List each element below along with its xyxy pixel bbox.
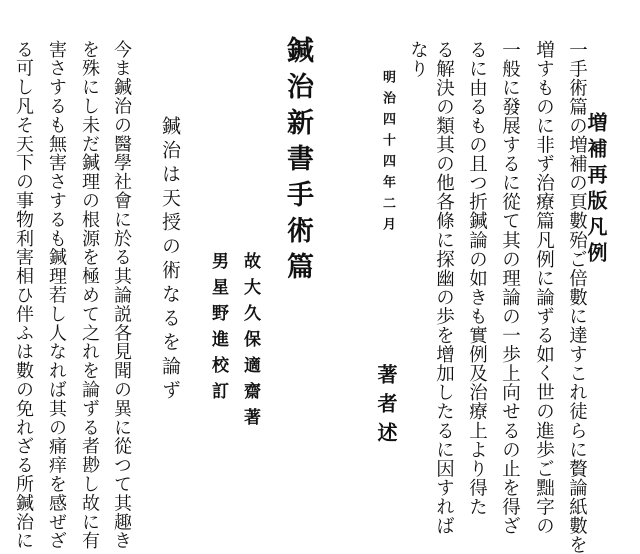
- preface-signature: 著者述: [374, 364, 398, 451]
- body-line-2: を殊にし未だ鍼理の根源を極めて之れを論ずる者尠し故に有: [79, 40, 100, 551]
- note-line-1: 一手術篇の増補の頁數殆ご倍數に達すこれ徒らに贅論紙數を: [566, 40, 588, 554]
- book-title: 鍼治新書手術篇: [282, 36, 313, 288]
- note-line-5: る解決の類其の他各條に探幽の歩を增加したるに因すれば: [433, 40, 455, 536]
- editor-credit: 男星野進校訂: [208, 252, 228, 408]
- note-line-3: 一般に發展するに從て其の理論の一歩上向せるの止を得ざ: [499, 40, 521, 536]
- chapter-title: 鍼治は天授の術なるを論ず: [159, 116, 181, 404]
- note-line-2: 増すものに非ず治療篇凡例に論ずる如く世の進歩ご黜字の: [533, 40, 555, 536]
- note-line-4: るに由るもの且つ折鍼論の如きも實例及治療上より得た: [466, 40, 488, 517]
- body-line-3: 害さするも無害さするも鍼理若し人なれば其の痛痒を感ぜざ: [46, 40, 67, 551]
- body-line-1: 今ま鍼治の醫學社會に於る其論説各見聞の異に從つて其趣き: [111, 40, 132, 551]
- author-credit: 故大久保適齋著: [240, 252, 260, 434]
- body-line-4: る可し凡そ天下の事物利害相ひ伴ふは數の免れざる所鍼治に: [13, 40, 34, 551]
- note-line-6: なり: [407, 40, 429, 79]
- supplement-notes-heading: 増補再版凡例: [584, 112, 608, 268]
- publication-date: 明治四十四年二月: [380, 70, 395, 238]
